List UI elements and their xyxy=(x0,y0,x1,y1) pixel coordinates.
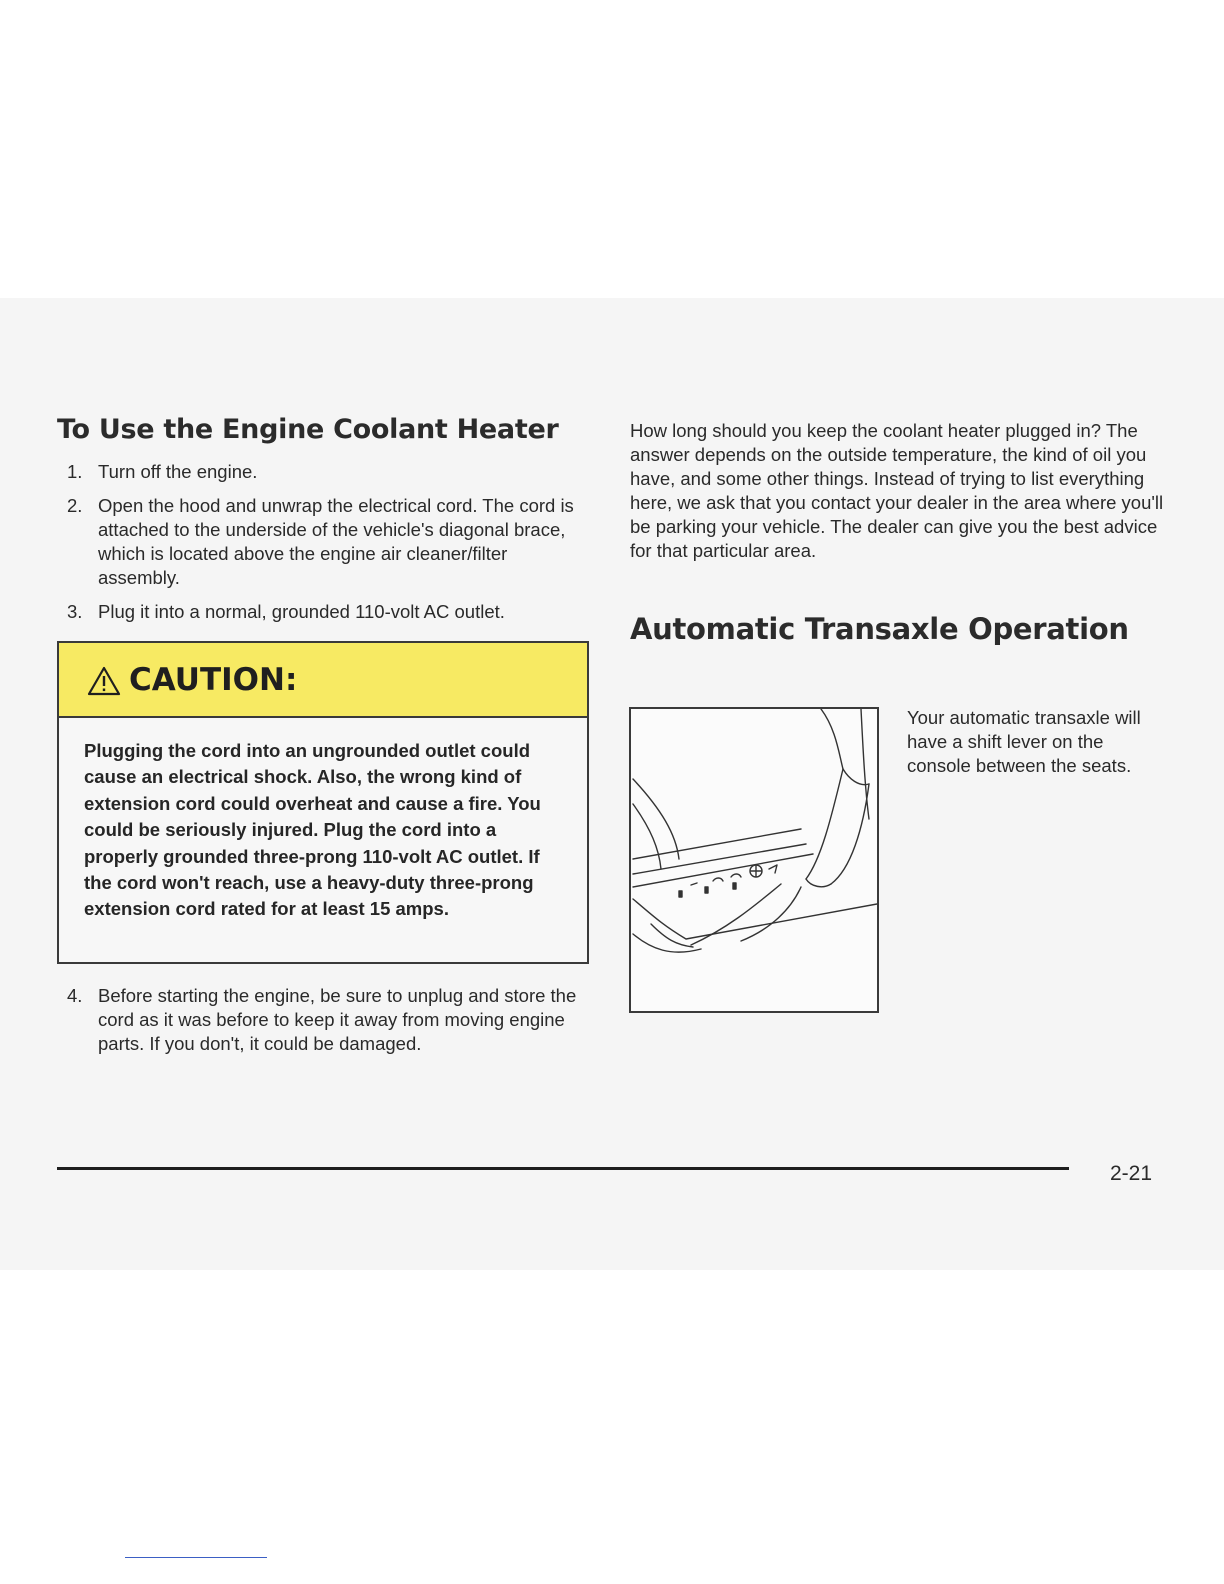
steps-list-after-caution xyxy=(57,984,577,1066)
shift-lever-illustration xyxy=(631,709,877,1011)
list-item xyxy=(57,460,587,484)
steps-list-before-caution xyxy=(57,460,587,634)
coolant-heater-duration-paragraph: How long should you keep the coolant heater plugged in? The answer depends on the outside temperature, the kind of oil you have, and some other things. Instead of trying to list everything here, we ask that you contact your dealer in the area where you'll be parking your vehicle. The dealer can give you the best advice for that particular area. xyxy=(630,420,1164,561)
step-number: 2. xyxy=(67,495,83,516)
step-number: 1. xyxy=(67,461,83,482)
list-item xyxy=(57,984,577,1056)
step-text: Open the hood and unwrap the electrical cord. The cord is attached to the underside of the vehicle's diagonal brace, which is located above the engine air cleaner/filter assembly. xyxy=(98,495,574,588)
list-item xyxy=(57,600,587,624)
caution-body-text: Plugging the cord into an ungrounded outlet could cause an electrical shock. Also, the wrong kind of extension cord could overheat and cause a fire. You could be seriously injured. Plug the cord into a properly grounded three-prong 110-volt AC outlet. If the cord won't reach, use a heavy-duty three-prong extension cord rated for at least 15 amps. xyxy=(84,740,541,920)
shift-lever-figure xyxy=(629,707,879,1013)
shift-lever-caption: Your automatic transaxle will have a shift lever on the console between the seats. xyxy=(907,707,1141,776)
step-text: Plug it into a normal, grounded 110-volt AC outlet. xyxy=(98,601,505,622)
footer-divider xyxy=(57,1167,1069,1170)
step-text: Turn off the engine. xyxy=(98,461,258,482)
step-number: 4. xyxy=(67,985,83,1006)
bottom-divider xyxy=(125,1557,267,1558)
step-text: Before starting the engine, be sure to unplug and store the cord as it was before to keep it away from moving engine parts. If you don't, it could be damaged. xyxy=(98,985,577,1054)
list-item xyxy=(57,494,587,590)
caution-header xyxy=(59,643,587,718)
section-heading-coolant-heater: To Use the Engine Coolant Heater xyxy=(57,414,559,445)
section-heading-transaxle: Automatic Transaxle Operation xyxy=(630,612,1129,646)
caution-box xyxy=(57,641,589,964)
page-number: 2-21 xyxy=(1110,1162,1153,1185)
step-number: 3. xyxy=(67,601,83,622)
caution-title: CAUTION: xyxy=(129,661,298,698)
warning-triangle-icon xyxy=(87,666,121,696)
